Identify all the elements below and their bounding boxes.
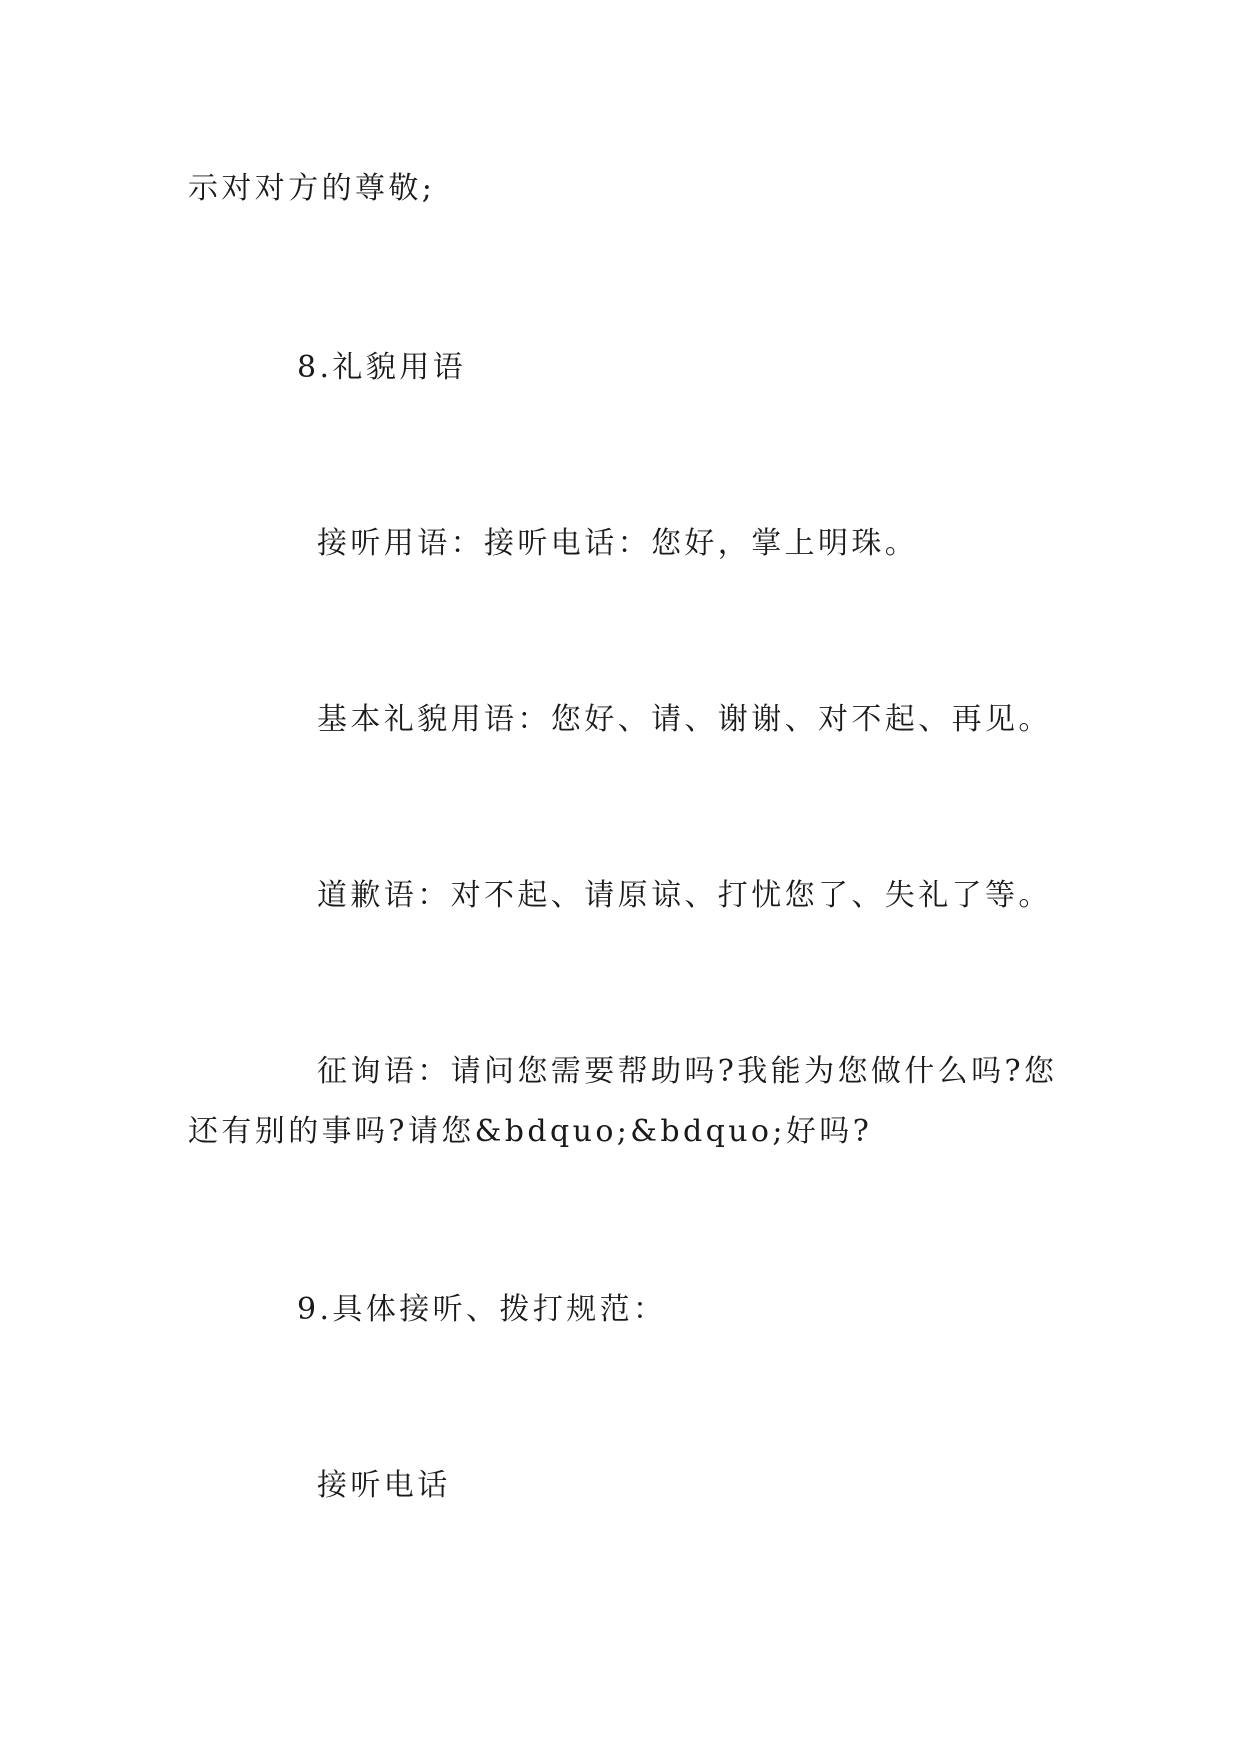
- paragraph-basic-polite-phrases: 基本礼貌用语：您好、请、谢谢、对不起、再见。: [317, 702, 1052, 737]
- section-heading-polite-language: 8.礼貌用语: [297, 350, 467, 385]
- section-heading-call-standards: 9.具体接听、拨打规范：: [297, 1292, 667, 1327]
- paragraph-inquiry-phrases: 征询语：请问您需要帮助吗?我能为您做什么吗?您: [317, 1054, 1058, 1089]
- paragraph-respect-line: 示对对方的尊敬;: [188, 171, 436, 206]
- paragraph-apology-phrases: 道歉语：对不起、请原谅、打忧您了、失礼了等。: [317, 878, 1052, 913]
- paragraph-answering-phrases: 接听用语：接听电话：您好，掌上明珠。: [317, 526, 919, 561]
- subheading-answering-calls: 接听电话: [317, 1468, 451, 1503]
- paragraph-inquiry-phrases-continued: 还有别的事吗?请您&bdquo;&bdquo;好吗?: [188, 1114, 873, 1149]
